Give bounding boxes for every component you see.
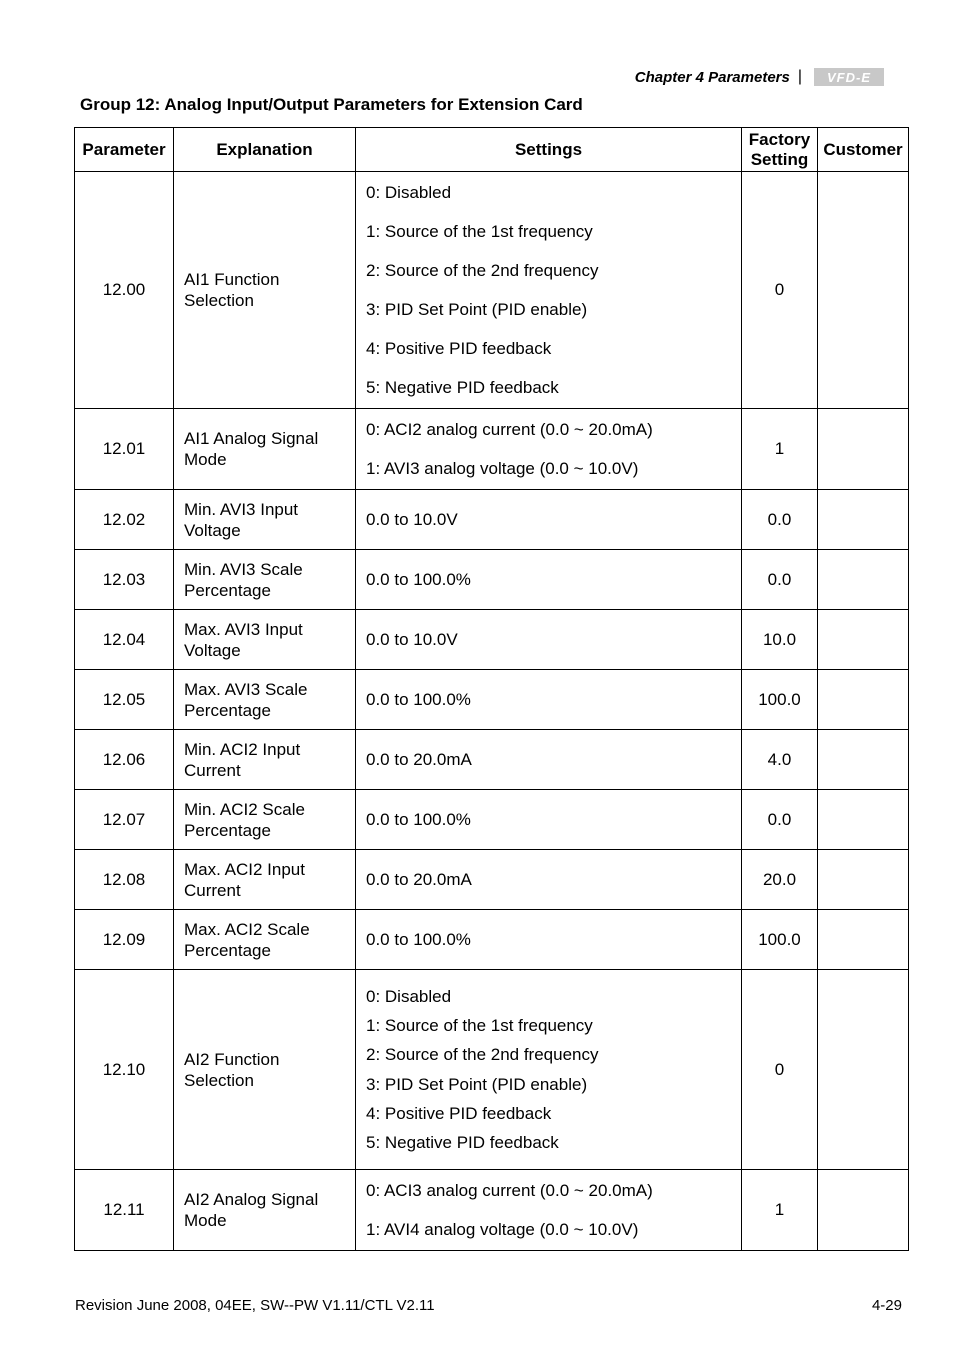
- cell-customer: [818, 610, 909, 670]
- setting-option: 0.0 to 100.0%: [366, 570, 471, 589]
- cell-explanation: Min. AVI3 Input Voltage: [174, 490, 356, 550]
- setting-option: 0.0 to 100.0%: [366, 690, 471, 709]
- setting-option: 0.0 to 20.0mA: [366, 870, 472, 889]
- cell-customer: [818, 730, 909, 790]
- table-body: [75, 172, 909, 1251]
- cell-customer: [818, 172, 909, 409]
- setting-option: 0.0 to 10.0V: [366, 630, 458, 649]
- cell-explanation: Min. ACI2 Scale Percentage: [174, 790, 356, 850]
- cell-customer: [818, 409, 909, 490]
- cell-parameter: 12.11: [75, 1170, 174, 1251]
- cell-parameter: 12.02: [75, 490, 174, 550]
- setting-option: 0: ACI2 analog current (0.0 ~ 20.0mA): [366, 420, 653, 439]
- cell-factory-setting: 20.0: [742, 850, 818, 910]
- setting-option: 1: Source of the 1st frequency: [366, 1015, 593, 1035]
- cell-explanation: AI1 Function Selection: [174, 172, 356, 409]
- setting-option: 0.0 to 20.0mA: [366, 750, 472, 769]
- cell-factory-setting: 0.0: [742, 550, 818, 610]
- cell-parameter: 12.08: [75, 850, 174, 910]
- setting-option: 1: Source of the 1st frequency: [366, 222, 593, 241]
- table-row: [75, 670, 909, 730]
- header-parameter: Parameter: [75, 128, 174, 172]
- cell-settings: [356, 490, 742, 550]
- setting-option: 1: AVI4 analog voltage (0.0 ~ 10.0V): [366, 1220, 639, 1239]
- table-row: [75, 730, 909, 790]
- cell-factory-setting: 100.0: [742, 670, 818, 730]
- cell-explanation: AI2 Function Selection: [174, 970, 356, 1170]
- cell-factory-setting: 10.0: [742, 610, 818, 670]
- cell-explanation: Min. ACI2 Input Current: [174, 730, 356, 790]
- cell-parameter: 12.05: [75, 670, 174, 730]
- table-row: [75, 490, 909, 550]
- table-row: [75, 790, 909, 850]
- logo-text: VFD-E: [827, 69, 871, 85]
- cell-settings: [356, 970, 742, 1170]
- parameter-table: [74, 127, 909, 1251]
- cell-customer: [818, 910, 909, 970]
- table-row: [75, 910, 909, 970]
- cell-explanation: AI1 Analog Signal Mode: [174, 409, 356, 490]
- cell-factory-setting: 0: [742, 172, 818, 409]
- cell-explanation: Max. ACI2 Input Current: [174, 850, 356, 910]
- cell-customer: [818, 1170, 909, 1251]
- header-factory-setting-text: Factory Setting: [748, 129, 811, 169]
- cell-settings: [356, 670, 742, 730]
- cell-settings: [356, 550, 742, 610]
- header-separator: |: [797, 68, 802, 85]
- setting-option: 0.0 to 100.0%: [366, 930, 471, 949]
- cell-explanation: Max. ACI2 Scale Percentage: [174, 910, 356, 970]
- setting-option: 5: Negative PID feedback: [366, 378, 559, 397]
- setting-option: 4: Positive PID feedback: [366, 1103, 552, 1123]
- cell-factory-setting: 4.0: [742, 730, 818, 790]
- cell-factory-setting: 0.0: [742, 490, 818, 550]
- cell-settings: [356, 910, 742, 970]
- setting-option: 2: Source of the 2nd frequency: [366, 1045, 599, 1065]
- table-row: [75, 550, 909, 610]
- cell-parameter: 12.00: [75, 172, 174, 409]
- cell-parameter: 12.10: [75, 970, 174, 1170]
- footer-revision: Revision June 2008, 04EE, SW--PW V1.11/CTL V2.11: [75, 1297, 435, 1314]
- chapter-title: Chapter 4 Parameters: [634, 68, 790, 86]
- cell-factory-setting: 1: [742, 409, 818, 490]
- cell-settings: [356, 730, 742, 790]
- cell-customer: [818, 490, 909, 550]
- setting-option: 3: PID Set Point (PID enable): [366, 1074, 588, 1094]
- table-row: [75, 172, 909, 409]
- footer-page-number: 4-29: [871, 1297, 902, 1314]
- cell-factory-setting: 100.0: [742, 910, 818, 970]
- cell-factory-setting: 1: [742, 1170, 818, 1251]
- page-header: [635, 66, 884, 88]
- cell-customer: [818, 550, 909, 610]
- cell-parameter: 12.07: [75, 790, 174, 850]
- cell-explanation: AI2 Analog Signal Mode: [174, 1170, 356, 1251]
- setting-option: 2: Source of the 2nd frequency: [366, 261, 599, 280]
- header-settings: Settings: [356, 128, 742, 172]
- header-factory-setting: [742, 128, 818, 172]
- setting-option: 5: Negative PID feedback: [366, 1133, 559, 1153]
- cell-settings: [356, 850, 742, 910]
- table-row: [75, 970, 909, 1170]
- cell-customer: [818, 970, 909, 1170]
- setting-option: 4: Positive PID feedback: [366, 339, 552, 358]
- cell-settings: [356, 172, 742, 409]
- cell-factory-setting: 0: [742, 970, 818, 1170]
- table-row: [75, 409, 909, 490]
- cell-parameter: 12.01: [75, 409, 174, 490]
- header-customer: Customer: [818, 128, 909, 172]
- cell-parameter: 12.03: [75, 550, 174, 610]
- cell-parameter: 12.06: [75, 730, 174, 790]
- setting-option: 1: AVI3 analog voltage (0.0 ~ 10.0V): [366, 459, 639, 478]
- setting-option: 0: ACI3 analog current (0.0 ~ 20.0mA): [366, 1181, 653, 1200]
- cell-factory-setting: 0.0: [742, 790, 818, 850]
- setting-option: 3: PID Set Point (PID enable): [366, 300, 588, 319]
- setting-option: 0: Disabled: [366, 986, 452, 1006]
- header-explanation: Explanation: [174, 128, 356, 172]
- cell-customer: [818, 670, 909, 730]
- table-header-row: [75, 128, 909, 172]
- table-row: [75, 1170, 909, 1251]
- cell-explanation: Max. AVI3 Scale Percentage: [174, 670, 356, 730]
- cell-explanation: Max. AVI3 Input Voltage: [174, 610, 356, 670]
- vfd-e-logo: [814, 68, 884, 86]
- setting-option: 0.0 to 10.0V: [366, 510, 458, 529]
- table-row: [75, 850, 909, 910]
- cell-settings: [356, 610, 742, 670]
- cell-parameter: 12.04: [75, 610, 174, 670]
- cell-settings: [356, 790, 742, 850]
- cell-settings: [356, 409, 742, 490]
- cell-customer: [818, 790, 909, 850]
- table-row: [75, 610, 909, 670]
- group-title: Group 12: Analog Input/Output Parameters for Extension Card: [80, 95, 583, 114]
- cell-parameter: 12.09: [75, 910, 174, 970]
- cell-settings: [356, 1170, 742, 1251]
- cell-explanation: Min. AVI3 Scale Percentage: [174, 550, 356, 610]
- cell-customer: [818, 850, 909, 910]
- setting-option: 0: Disabled: [366, 183, 452, 202]
- setting-option: 0.0 to 100.0%: [366, 810, 471, 829]
